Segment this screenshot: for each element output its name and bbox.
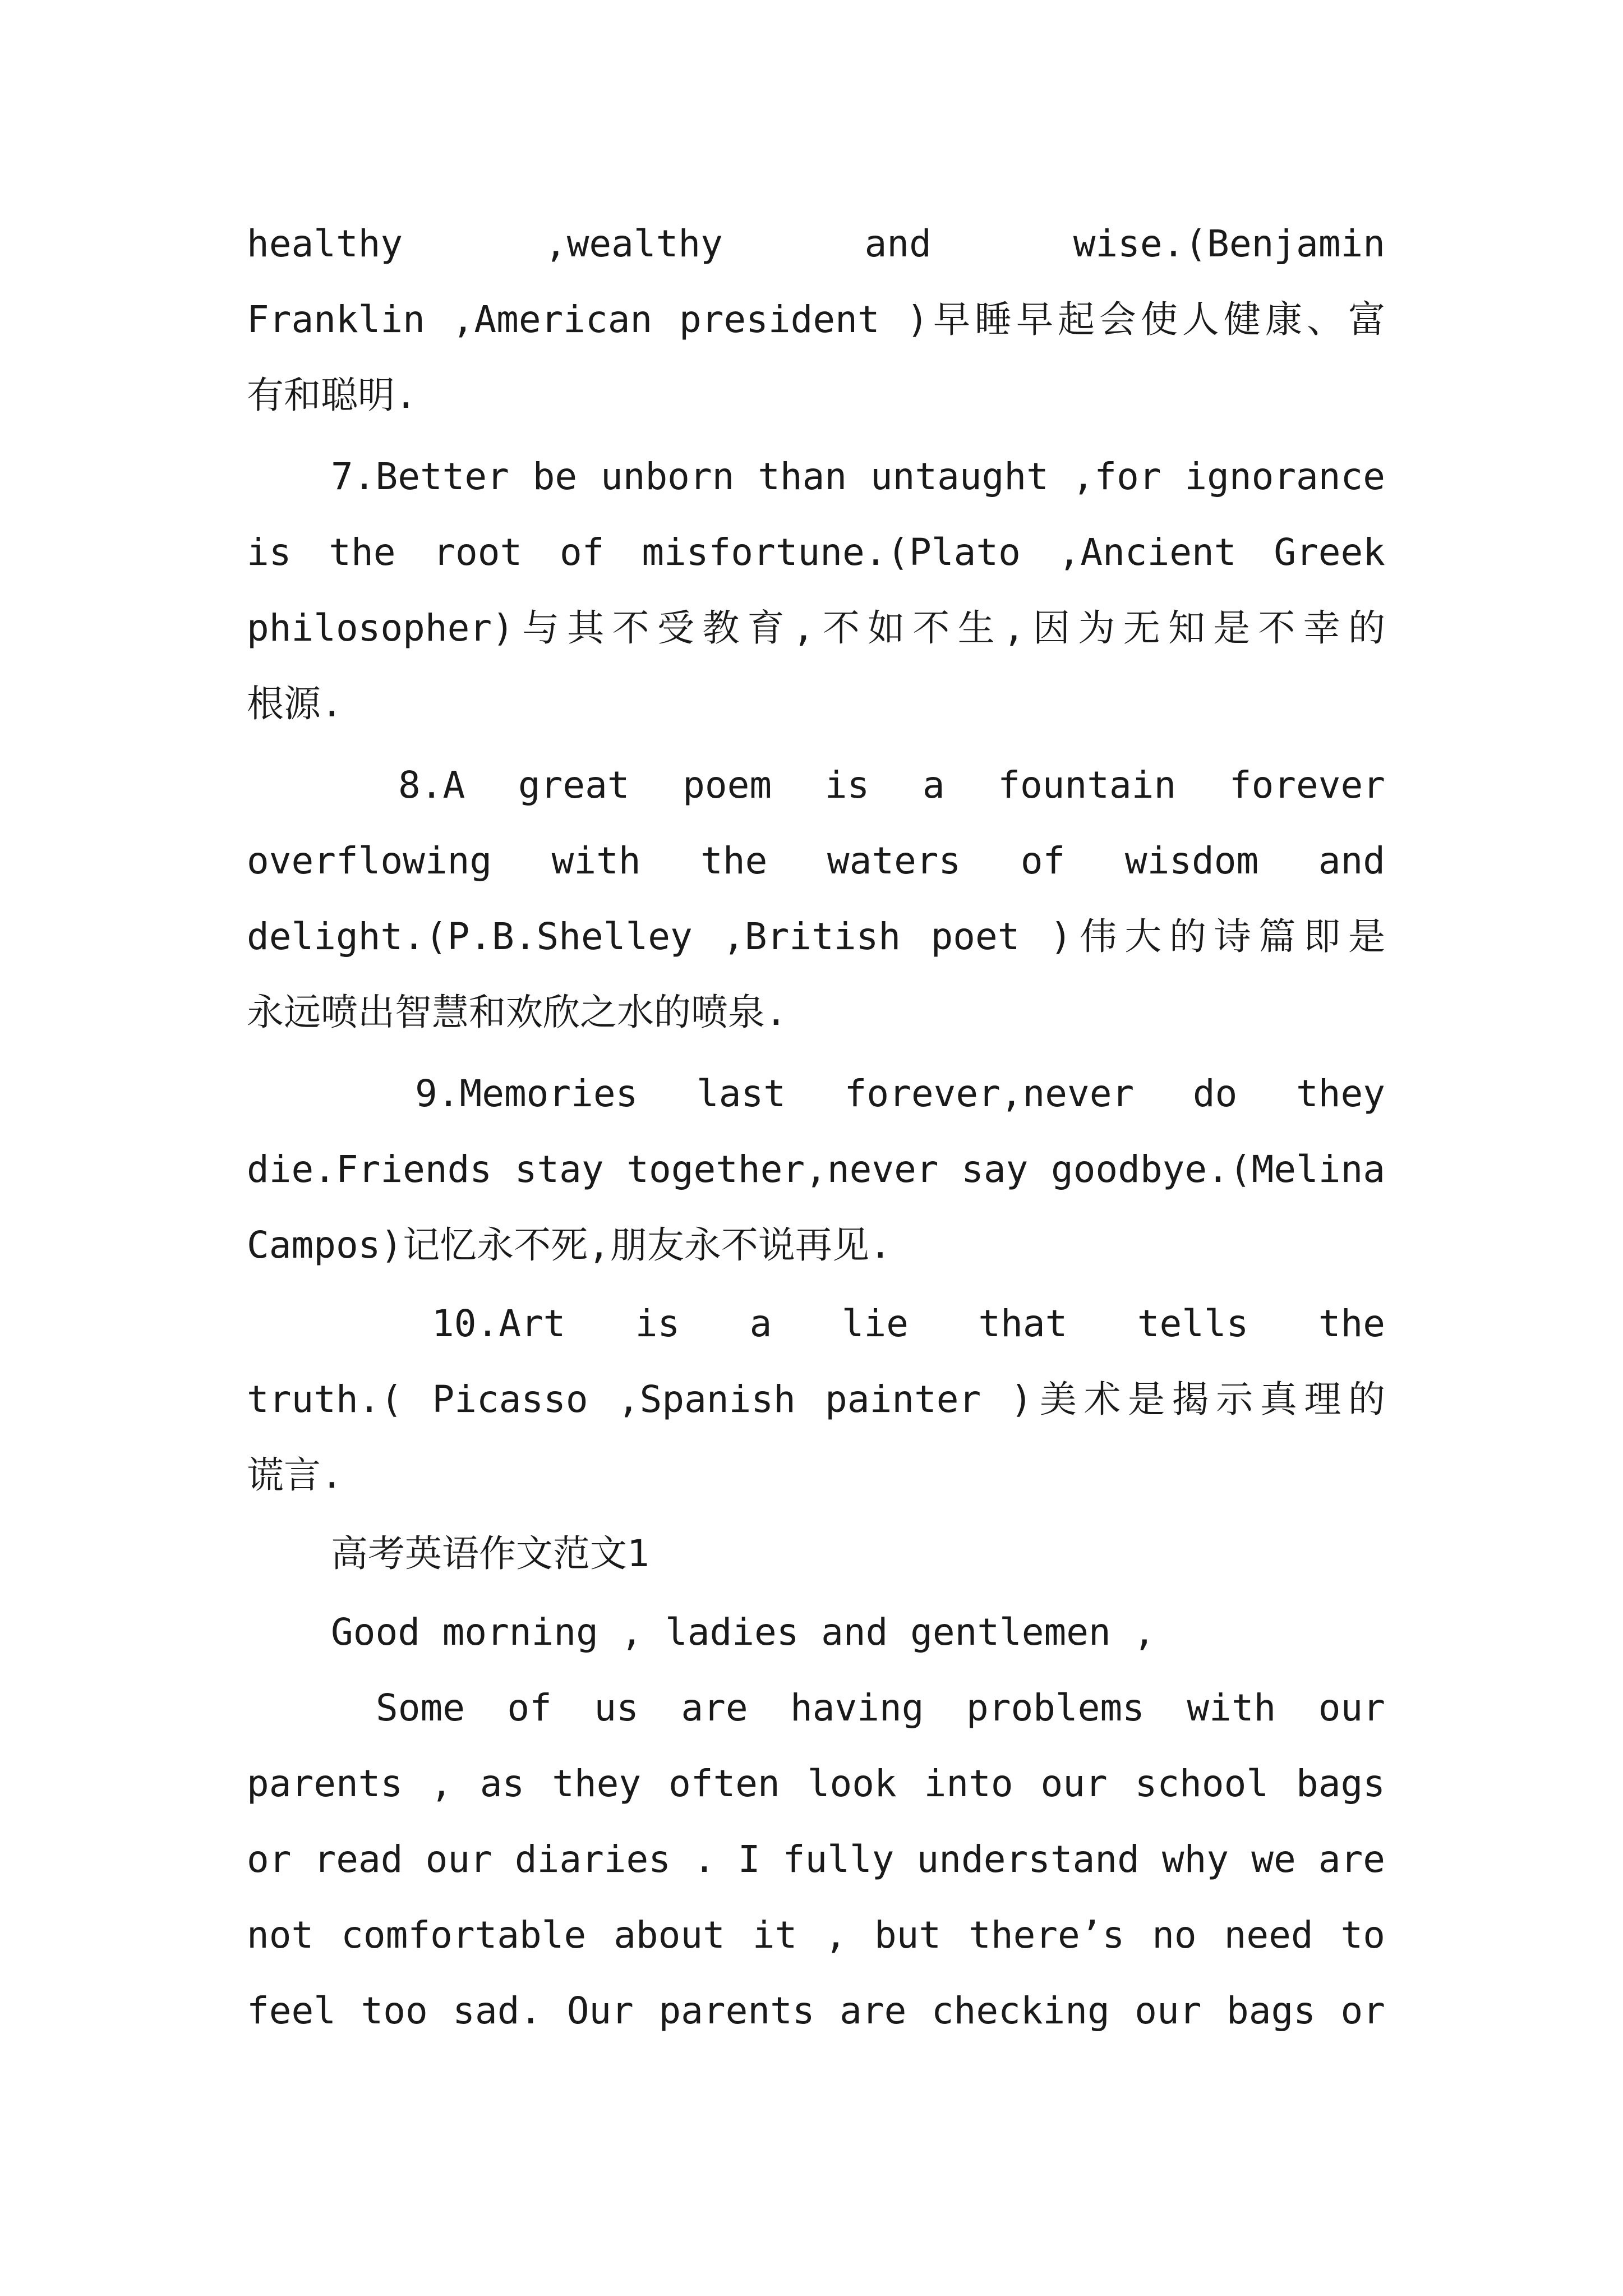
quote-8-line-4: 永远喷出智慧和欢欣之水的喷泉. bbox=[247, 991, 787, 1034]
text-line-3: 有和聪明. bbox=[247, 374, 417, 417]
quote-7-line-3: philosopher)与其不受教育,不如不生,因为无知是不幸的 bbox=[247, 606, 1385, 650]
essay-line-4: not comfortable about it , but there’s no need to bbox=[247, 1913, 1385, 1957]
quote-9-line-3: Campos)记忆永不死,朋友永不说再见. bbox=[247, 1223, 892, 1267]
essay-greeting: Good morning , ladies and gentlemen , bbox=[331, 1611, 1156, 1654]
quote-10-line-2: truth.( Picasso ,Spanish painter )美术是揭示真理的 bbox=[247, 1378, 1385, 1421]
quote-10-line-1: 10.Art is a lie that tells the bbox=[432, 1302, 1385, 1345]
text-line-1: healthy ,wealthy and wise.(Benjamin bbox=[247, 222, 1385, 265]
essay-line-3: or read our diaries . I fully understand why we are bbox=[247, 1838, 1385, 1881]
essay-line-2: parents , as they often look into our school bags bbox=[247, 1762, 1385, 1805]
quote-7-line-1: 7.Better be unborn than untaught ,for ignorance bbox=[331, 455, 1385, 498]
quote-8-line-2: overflowing with the waters of wisdom and bbox=[247, 839, 1385, 882]
essay-line-1: Some of us are having problems with our bbox=[376, 1686, 1385, 1729]
quote-8-line-3: delight.(P.B.Shelley ,British poet )伟大的诗篇即是 bbox=[247, 915, 1385, 958]
quote-9-line-2: die.Friends stay together,never say goodbye.(Melina bbox=[247, 1148, 1385, 1191]
quote-7-line-4: 根源. bbox=[247, 682, 343, 725]
essay-line-5: feel too sad. Our parents are checking our bags or bbox=[247, 1989, 1385, 2032]
quote-7-line-2: is the root of misfortune.(Plato ,Ancient Greek bbox=[247, 531, 1385, 574]
quote-8-line-1: 8.A great poem is a fountain forever bbox=[398, 763, 1385, 807]
text-line-2: Franklin ,American president )早睡早起会使人健康、富 bbox=[247, 298, 1385, 341]
quote-10-line-3: 谎言. bbox=[247, 1453, 343, 1497]
essay-heading: 高考英语作文范文1 bbox=[331, 1532, 649, 1575]
quote-9-line-1: 9.Memories last forever,never do they bbox=[415, 1072, 1385, 1115]
